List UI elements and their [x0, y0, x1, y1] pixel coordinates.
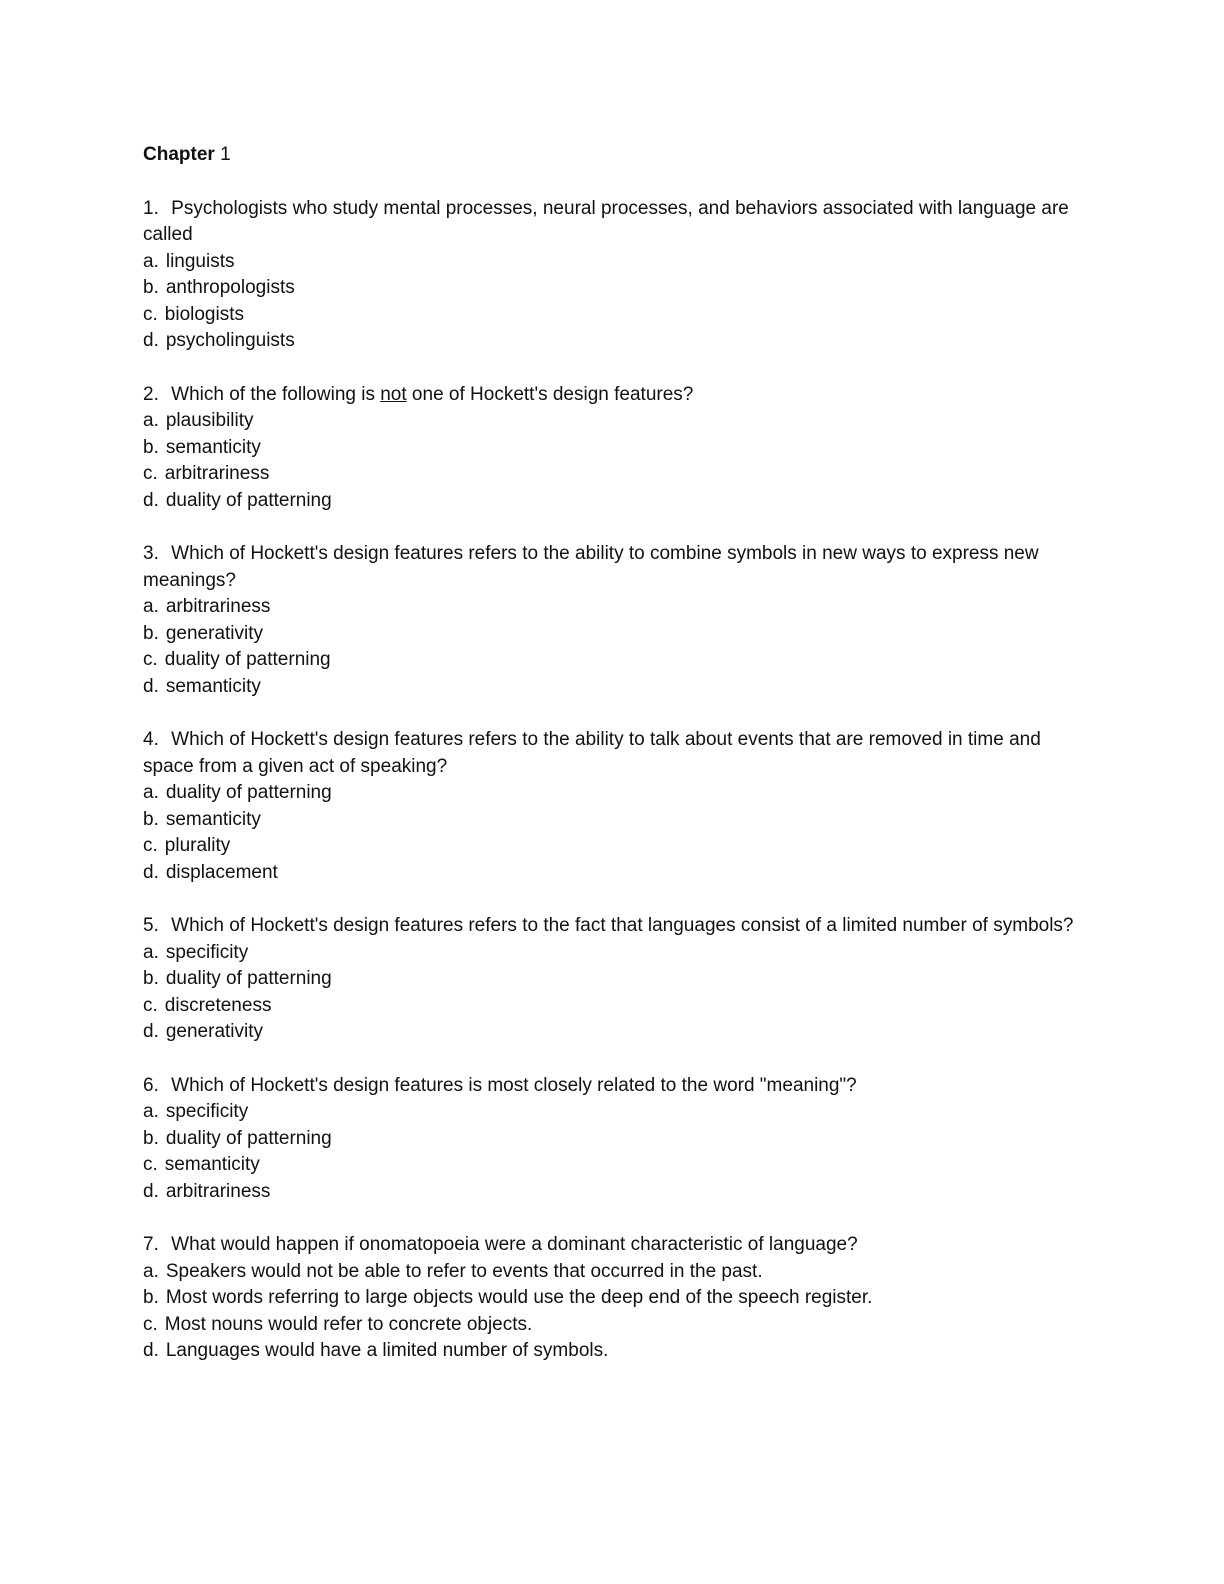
answer-option: [143, 993, 1083, 1020]
option-letter: a.: [143, 596, 159, 617]
answer-option: [143, 461, 1083, 488]
option-text: biologists: [164, 303, 244, 325]
option-letter: b.: [143, 808, 159, 830]
question-text: Which of Hockett's design features refers to the fact that languages consist of a limited number of symbols?: [171, 915, 1074, 936]
option-text: duality of patterning: [164, 649, 331, 670]
question-text: Which of Hockett's design features is most closely related to the word "meaning"?: [171, 1074, 857, 1096]
option-letter: d.: [143, 675, 159, 697]
option-letter: c.: [143, 1154, 158, 1175]
question-number: 4.: [143, 729, 159, 750]
question-4: [143, 727, 1083, 886]
question-stem: [143, 1232, 1083, 1259]
question-text: What would happen if onomatopoeia were a dominant characteristic of language?: [171, 1234, 858, 1255]
option-text: semanticity: [164, 1154, 260, 1175]
question-6: [143, 1073, 1083, 1206]
option-text: plurality: [164, 835, 231, 856]
question-text: Which of Hockett's design features refers to the ability to combine symbols in new ways to express new meanings?: [143, 543, 1039, 591]
question-5: [143, 913, 1083, 1046]
option-text: duality of patterning: [165, 1127, 332, 1149]
answer-option: [143, 1019, 1083, 1046]
question-stem: [143, 727, 1083, 780]
option-text: generativity: [165, 1021, 264, 1042]
answer-option: [143, 1312, 1083, 1339]
option-text: semanticity: [165, 675, 261, 697]
chapter-heading: [143, 142, 1083, 169]
option-letter: a.: [143, 410, 159, 431]
option-letter: c.: [143, 463, 158, 484]
option-text: plausibility: [165, 410, 254, 431]
option-text: arbitrariness: [165, 1180, 271, 1202]
option-letter: d.: [143, 861, 159, 883]
option-text: arbitrariness: [164, 463, 270, 484]
answer-option: [143, 860, 1083, 887]
option-letter: b.: [143, 277, 159, 298]
answer-option: [143, 435, 1083, 462]
option-text: Speakers would not be able to refer to events that occurred in the past.: [165, 1260, 763, 1282]
option-text: psycholinguists: [165, 330, 295, 351]
answer-option: [143, 1099, 1083, 1126]
option-letter: d.: [143, 1340, 159, 1361]
answer-option: [143, 940, 1083, 967]
option-letter: b.: [143, 1287, 159, 1308]
option-letter: a.: [143, 941, 159, 963]
option-text: specificity: [165, 1101, 249, 1122]
answer-option: [143, 780, 1083, 807]
option-text: duality of patterning: [165, 968, 332, 989]
question-number: 2.: [143, 383, 159, 405]
answer-option: [143, 674, 1083, 701]
answer-option: [143, 249, 1083, 276]
option-text: Languages would have a limited number of symbols.: [165, 1340, 609, 1361]
answer-option: [143, 488, 1083, 515]
question-number: 7.: [143, 1234, 159, 1255]
answer-option: [143, 275, 1083, 302]
option-letter: c.: [143, 1313, 158, 1335]
option-text: Most words referring to large objects would use the deep end of the speech register.: [165, 1287, 873, 1308]
question-1: [143, 196, 1083, 355]
answer-option: [143, 594, 1083, 621]
option-letter: d.: [143, 330, 159, 351]
question-number: 1.: [143, 197, 159, 219]
question-text-underlined: not: [380, 383, 407, 405]
answer-option: [143, 966, 1083, 993]
question-text-before: Which of the following is: [171, 383, 381, 405]
question-text-after: one of Hockett's design features?: [406, 383, 694, 405]
answer-option: [143, 647, 1083, 674]
question-2: [143, 382, 1083, 515]
option-text: discreteness: [164, 994, 272, 1016]
option-letter: b.: [143, 436, 159, 458]
option-letter: c.: [143, 835, 158, 856]
chapter-label: Chapter: [143, 144, 215, 165]
option-text: duality of patterning: [165, 489, 332, 511]
option-letter: b.: [143, 968, 159, 989]
option-text: specificity: [165, 941, 249, 963]
option-text: generativity: [165, 622, 264, 644]
question-stem: [143, 196, 1083, 249]
option-letter: b.: [143, 622, 159, 644]
option-letter: c.: [143, 303, 158, 325]
question-7: [143, 1232, 1083, 1365]
question-stem: [143, 382, 1083, 409]
option-letter: a.: [143, 250, 159, 272]
answer-option: [143, 1285, 1083, 1312]
question-stem: [143, 913, 1083, 940]
option-letter: c.: [143, 994, 158, 1016]
option-letter: a.: [143, 1260, 159, 1282]
answer-option: [143, 408, 1083, 435]
option-text: Most nouns would refer to concrete objects.: [164, 1313, 533, 1335]
option-letter: a.: [143, 782, 159, 803]
option-letter: b.: [143, 1127, 159, 1149]
question-number: 5.: [143, 915, 159, 936]
option-letter: d.: [143, 1021, 159, 1042]
option-text: arbitrariness: [165, 596, 271, 617]
question-stem: [143, 1073, 1083, 1100]
answer-option: [143, 1259, 1083, 1286]
answer-option: [143, 1338, 1083, 1365]
chapter-number: 1: [220, 144, 231, 165]
question-text: Psychologists who study mental processes, neural processes, and behaviors associated with language are called: [143, 197, 1069, 245]
question-3: [143, 541, 1083, 700]
answer-option: [143, 302, 1083, 329]
document-page: [143, 142, 1083, 1392]
option-letter: d.: [143, 1180, 159, 1202]
option-text: displacement: [165, 861, 278, 883]
option-letter: c.: [143, 649, 158, 670]
option-text: linguists: [165, 250, 235, 272]
question-text: Which of Hockett's design features refers to the ability to talk about events that are removed in time and space from a given act of speaking?: [143, 729, 1041, 777]
option-text: semanticity: [165, 436, 261, 458]
option-letter: d.: [143, 489, 159, 511]
answer-option: [143, 328, 1083, 355]
answer-option: [143, 807, 1083, 834]
question-number: 6.: [143, 1074, 159, 1096]
answer-option: [143, 1126, 1083, 1153]
option-text: anthropologists: [165, 277, 295, 298]
answer-option: [143, 1152, 1083, 1179]
answer-option: [143, 621, 1083, 648]
question-stem: [143, 541, 1083, 594]
question-number: 3.: [143, 543, 159, 564]
option-text: semanticity: [165, 808, 261, 830]
answer-option: [143, 833, 1083, 860]
option-letter: a.: [143, 1101, 159, 1122]
option-text: duality of patterning: [165, 782, 332, 803]
answer-option: [143, 1179, 1083, 1206]
